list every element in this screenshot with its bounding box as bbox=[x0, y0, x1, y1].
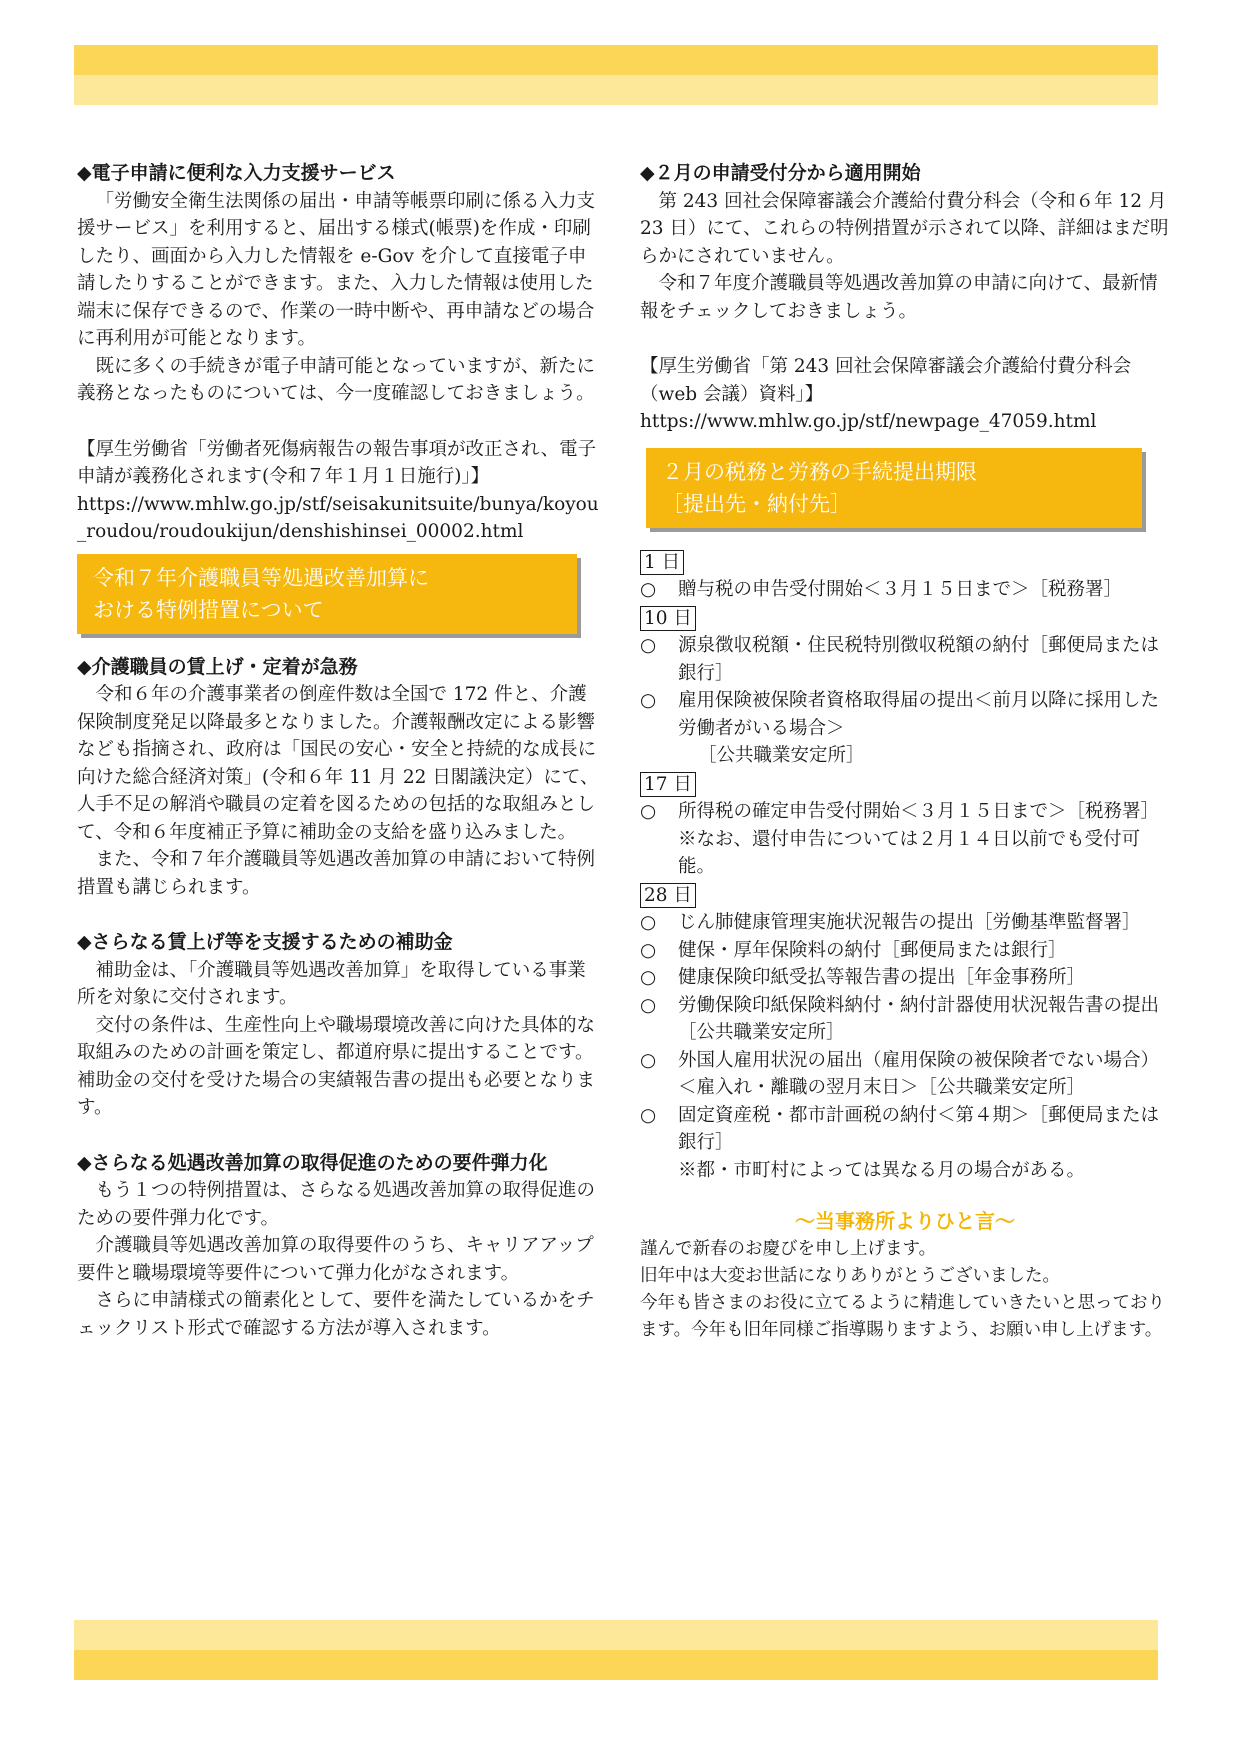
day-label: 10 日 bbox=[640, 606, 696, 631]
footer-band-dark bbox=[74, 1650, 1158, 1680]
list-item bbox=[640, 798, 1170, 826]
circle-bullet-icon: ○ bbox=[640, 912, 657, 933]
footer-band-light bbox=[74, 1620, 1158, 1650]
banner-line: 令和７年介護職員等処遇改善加算に bbox=[93, 565, 429, 590]
list-note: ※なお、還付申告については２月１４日以前でも受付可能。 bbox=[678, 828, 1141, 877]
closing-title: ～当事務所よりひと言～ bbox=[795, 1209, 1015, 1233]
left-column bbox=[77, 160, 602, 1342]
section-heading-e-application: ◆電子申請に便利な入力支援サービス bbox=[77, 162, 396, 184]
deadline-schedule bbox=[640, 548, 1170, 1185]
list-item-text: 固定資産税・都市計画税の納付＜第４期＞［郵便局または銀行］ bbox=[678, 1104, 1160, 1153]
circle-bullet-icon: ○ bbox=[640, 1049, 657, 1071]
reference-url: https://www.mhlw.go.jp/stf/newpage_47059.html bbox=[640, 411, 1097, 432]
list-item bbox=[640, 1047, 1170, 1102]
closing-line: 今年も皆さまのお役に立てるように精進していきたいと思っております。今年も旧年同様ご指導賜りますよう、お願い申し上げます。 bbox=[640, 1292, 1165, 1340]
circle-bullet-icon: ○ bbox=[640, 579, 657, 600]
list-item bbox=[640, 632, 1170, 687]
list-item-text: 健康保険印紙受払等報告書の提出［年金事務所］ bbox=[678, 967, 1086, 988]
circle-bullet-icon: ○ bbox=[640, 635, 657, 656]
banner-line: ［提出先・納付先］ bbox=[662, 491, 851, 516]
section-heading-application-start: ◆２月の申請受付分から適用開始 bbox=[640, 162, 921, 184]
list-item bbox=[640, 964, 1170, 992]
reference-title: 【厚生労働省「労働者死傷病報告の報告事項が改正され、電子申請が義務化されます(令和７年１月１日施行)」】 bbox=[77, 438, 597, 487]
list-item-text: 外国人雇用状況の届出（雇用保険の被保険者でない場合）＜雇入れ・離職の翌月末日＞［公共職業安定所］ bbox=[678, 1049, 1160, 1098]
list-item bbox=[640, 937, 1170, 965]
list-note: ［公共職業安定所］ bbox=[698, 745, 865, 766]
list-item bbox=[640, 687, 1170, 742]
closing-message bbox=[640, 1236, 1170, 1344]
banner-line: おける特例措置について bbox=[93, 597, 324, 622]
section-banner-care-worker bbox=[77, 554, 577, 634]
list-item bbox=[640, 1102, 1170, 1157]
header-band-light bbox=[74, 75, 1158, 105]
list-item bbox=[640, 576, 1170, 604]
list-item-text: 労働保険印紙保険料納付・納付計器使用状況報告書の提出［公共職業安定所］ bbox=[678, 994, 1160, 1043]
paragraph: 既に多くの手続きが電子申請可能となっていますが、新たに義務となったものについては、今一度確認しておきましょう。 bbox=[77, 355, 596, 404]
closing-line: 謹んで新春のお慶びを申し上げます。 bbox=[640, 1238, 937, 1259]
circle-bullet-icon: ○ bbox=[640, 967, 657, 988]
circle-bullet-icon: ○ bbox=[640, 994, 657, 1016]
list-note: ※都・市町村によっては異なる月の場合がある。 bbox=[678, 1159, 1086, 1181]
banner-line: ２月の税務と労務の手続提出期限 bbox=[662, 459, 977, 484]
circle-bullet-icon: ○ bbox=[640, 939, 657, 961]
list-item-text: 源泉徴収税額・住民税特別徴収税額の納付［郵便局または銀行］ bbox=[678, 635, 1160, 684]
circle-bullet-icon: ○ bbox=[640, 1104, 657, 1126]
day-label: 17 日 bbox=[640, 772, 696, 797]
header-band-dark bbox=[74, 45, 1158, 75]
paragraph: 「労働安全衛生法関係の届出・申請等帳票印刷に係る入力支援サービス」を利用すると、届出する様式(帳票)を作成・印刷したり、画面から入力した情報を e-Gov を介して直接電子申請したりすることができます。また、入力した情報は使用した端末に保存できるので、作業の一時中断や、再申請などの場合に再利用が可能となります。 bbox=[77, 190, 596, 349]
circle-bullet-icon: ○ bbox=[640, 801, 657, 822]
list-item-text: じん肺健康管理実施状況報告の提出［労働基準監督署］ bbox=[678, 912, 1141, 933]
paragraph: また、令和７年介護職員等処遇改善加算の申請において特例措置も講じられます。 bbox=[77, 849, 596, 898]
paragraph: 第 243 回社会保障審議会介護給付費分科会（令和６年 12 月 23 日）にて、これらの特例措置が示されて以降、詳細はまだ明らかにされていません。 bbox=[640, 190, 1169, 267]
section-heading-wage-increase: ◆介護職員の賃上げ・定着が急務 bbox=[77, 655, 358, 678]
paragraph: 令和７年度介護職員等処遇改善加算の申請に向けて、最新情報をチェックしておきましょう。 bbox=[640, 273, 1158, 322]
paragraph: さらに申請様式の簡素化として、要件を満たしているかをチェックリスト形式で確認する方法が導入されます。 bbox=[77, 1290, 595, 1339]
list-item-text: 健保・厚年保険料の納付［郵便局または銀行］ bbox=[678, 939, 1067, 961]
right-column bbox=[640, 160, 1170, 1344]
closing-line: 旧年中は大変お世話になりありがとうございました。 bbox=[640, 1265, 1060, 1286]
section-heading-subsidy: ◆さらなる賃上げ等を支援するための補助金 bbox=[77, 931, 453, 953]
list-item bbox=[640, 909, 1170, 937]
section-heading-requirements: ◆さらなる処遇改善加算の取得促進のための要件弾力化 bbox=[77, 1151, 548, 1174]
reference-url: https://www.mhlw.go.jp/stf/seisakunitsuite/bunya/koyou_roudou/roudoukijun/denshishinsei_00002.html bbox=[77, 493, 599, 542]
circle-bullet-icon: ○ bbox=[640, 690, 657, 711]
paragraph: もう１つの特例措置は、さらなる処遇改善加算の取得促進のための要件弾力化です。 bbox=[77, 1180, 596, 1229]
reference-title: 【厚生労働省「第 243 回社会保障審議会介護給付費分科会（web 会議）資料」】 bbox=[640, 356, 1132, 405]
paragraph: 交付の条件は、生産性向上や職場環境改善に向けた具体的な取組みのための計画を策定し、都道府県に提出することです。補助金の交付を受けた場合の実績報告書の提出も必要となります。 bbox=[77, 1014, 596, 1118]
section-banner-deadlines bbox=[646, 448, 1142, 528]
day-label: 28 日 bbox=[640, 883, 696, 908]
list-item-text: 所得税の確定申告受付開始＜３月１５日まで＞［税務署］ bbox=[678, 801, 1160, 822]
list-item-text: 雇用保険被保険者資格取得届の提出＜前月以降に採用した労働者がいる場合＞ bbox=[678, 690, 1160, 739]
paragraph: 令和６年の介護事業者の倒産件数は全国で 172 件と、介護保険制度発足以降最多となりました。介護報酬改定による影響なども指摘され、政府は「国民の安心・安全と持続的な成長に向けた総合経済対策」(令和６年 11 月 22 日閣議決定）にて、人手不足の解消や職員の定着を図るための包括的な取組みとして、令和６年度補正予算に補助金の支給を盛り込みました。 bbox=[77, 684, 599, 843]
paragraph: 補助金は、「介護職員等処遇改善加算」を取得している事業所を対象に交付されます。 bbox=[77, 959, 586, 1008]
day-label: 1 日 bbox=[640, 550, 684, 575]
paragraph: 介護職員等処遇改善加算の取得要件のうち、キャリアアップ要件と職場環境等要件について弾力化がなされます。 bbox=[77, 1235, 594, 1284]
list-item-text: 贈与税の申告受付開始＜３月１５日まで＞［税務署］ bbox=[678, 579, 1123, 600]
list-item bbox=[640, 992, 1170, 1047]
